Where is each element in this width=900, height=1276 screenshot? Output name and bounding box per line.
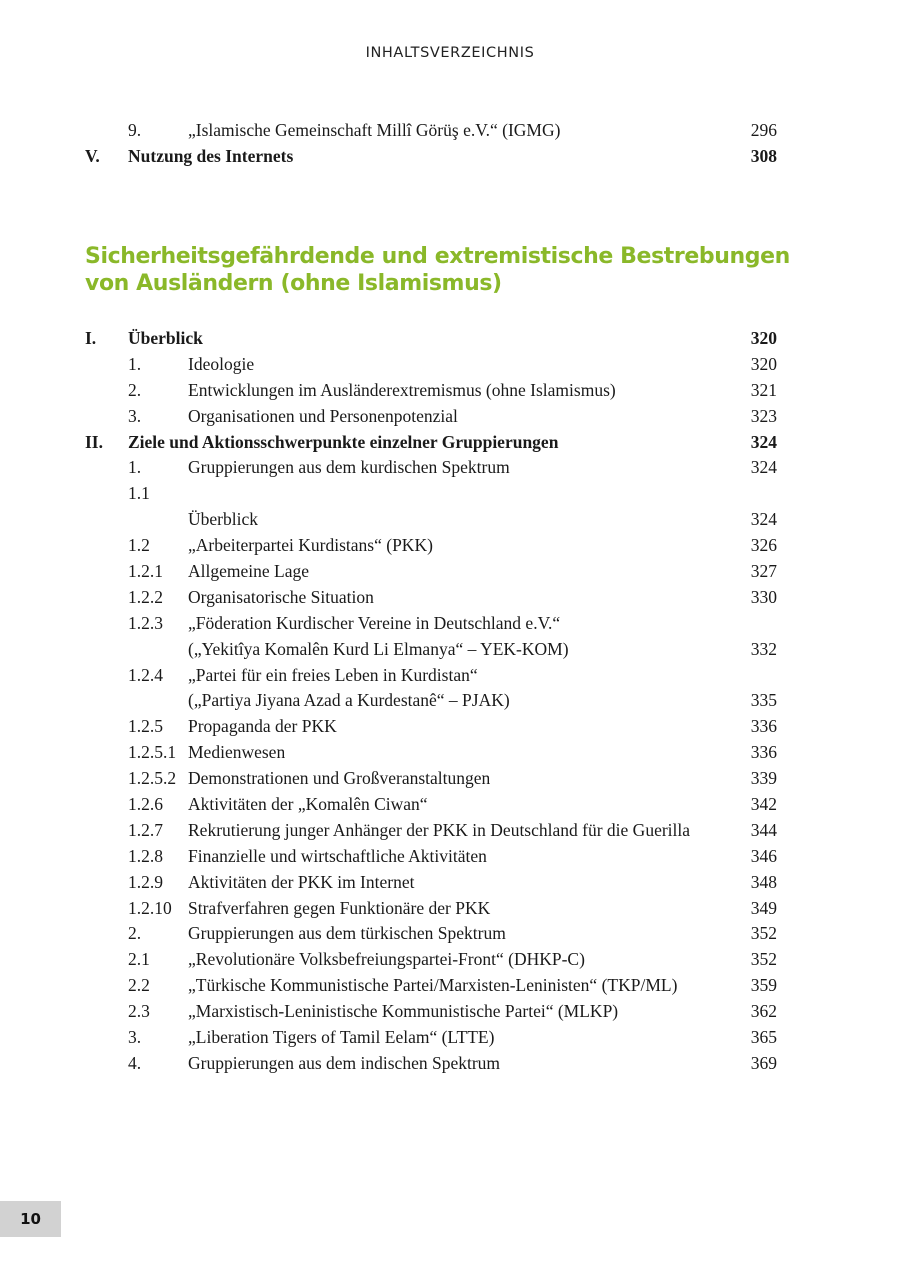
toc-entry-page [727, 481, 777, 507]
toc-entry [85, 118, 777, 144]
toc-entry [85, 404, 777, 430]
running-head: INHALTSVERZEICHNIS [365, 45, 535, 61]
toc-entry-title: Demonstrationen und Großveranstaltungen [188, 768, 491, 789]
toc-entry-page [727, 611, 777, 637]
toc-entry-subnumber: 1. [128, 353, 142, 374]
toc-entry-subnumber: 2. [128, 379, 142, 400]
toc-entry [85, 430, 777, 456]
toc-entry-number [85, 921, 128, 947]
toc-entry-number [85, 973, 128, 999]
toc-entry-subnumber: 2.2 [128, 975, 150, 996]
toc-entry [85, 792, 777, 818]
toc-entry-number [85, 740, 128, 766]
toc-entry-page: 326 [750, 535, 777, 556]
toc-entry-title: Überblick [128, 328, 203, 348]
toc-entry-number [85, 611, 128, 637]
toc-entry [85, 947, 777, 973]
toc-entry-page: 323 [750, 405, 777, 426]
toc-entry-title: „Türkische Kommunistische Partei/Marxisten-Leninisten“ (TKP/ML) [188, 975, 678, 996]
toc-entry-subnumber: 1.2.4 [128, 664, 163, 685]
toc-entry [85, 844, 777, 870]
toc-entry-subnumber: 4. [128, 1052, 142, 1073]
toc-entry-subnumber: 1.2.3 [128, 612, 163, 633]
toc-entry-title: Organisatorische Situation [188, 586, 374, 607]
toc-entry-page: 339 [750, 768, 777, 789]
toc-entry-number: I. [85, 328, 97, 348]
toc-entry-page: 296 [750, 120, 777, 140]
toc-entry-number [85, 1025, 128, 1051]
toc-entry-subnumber: 1.2.6 [128, 794, 163, 815]
toc-entry [85, 714, 777, 740]
toc-entry-number: V. [85, 145, 100, 166]
toc-entry-number [85, 118, 128, 144]
toc-entry-page: 320 [750, 328, 777, 348]
toc-entry-title: Entwicklungen im Ausländerextremismus (ohne Islamismus) [188, 379, 616, 400]
toc-entry [85, 896, 777, 922]
toc-entry-subnumber: 1. [128, 457, 142, 478]
toc-entry-title: Medienwesen [188, 742, 286, 763]
toc-entry [85, 973, 777, 999]
toc-entry-title: („Yekitîya Komalên Kurd Li Elmanya“ – YEK-KOM) [188, 638, 569, 659]
toc-entry-subnumber: 9. [128, 120, 142, 140]
toc-entry-number [85, 378, 128, 404]
toc-entry-number [85, 896, 128, 922]
toc-entry-page: 348 [750, 871, 777, 892]
toc-entry-number [85, 947, 128, 973]
toc-entry-subnumber: 1.2.9 [128, 871, 163, 892]
toc-entry-title: Organisationen und Personenpotenzial [188, 405, 458, 426]
toc-entry [85, 481, 777, 507]
toc-entry-number [85, 533, 128, 559]
toc-entry-title: Gruppierungen aus dem türkischen Spektrum [188, 923, 506, 944]
toc-entry-page: 335 [750, 690, 777, 711]
toc-entry [85, 663, 777, 689]
toc-entry-number [85, 455, 128, 481]
toc-entry-page: 362 [750, 1001, 777, 1022]
toc-entry-subnumber: 1.2.10 [128, 897, 172, 918]
toc-top-list [85, 118, 777, 170]
toc-entry-title: Rekrutierung junger Anhänger der PKK in Deutschland für die Guerilla [188, 819, 691, 840]
toc-entry-page: 352 [750, 949, 777, 970]
toc-entry-page: 336 [750, 742, 777, 763]
toc-entry-number [85, 637, 128, 663]
toc-entry-subnumber: 1.2.5.2 [128, 768, 177, 789]
toc-entry-page: 349 [750, 897, 777, 918]
toc-entry-page: 332 [750, 638, 777, 659]
toc-entry-page: 359 [750, 975, 777, 996]
toc-entry-title [188, 481, 727, 507]
toc-entry-title: Allgemeine Lage [188, 561, 309, 582]
toc-entry-title: Gruppierungen aus dem indischen Spektrum [188, 1052, 501, 1073]
toc-entry-number [85, 1051, 128, 1077]
toc-entry [85, 507, 777, 533]
toc-entry-number [85, 792, 128, 818]
toc-entry [85, 455, 777, 481]
toc-entry-subnumber: 1.2.7 [128, 819, 163, 840]
toc-entry-title: „Föderation Kurdischer Vereine in Deutschland e.V.“ [188, 612, 561, 633]
toc-entry-title: Finanzielle und wirtschaftliche Aktivitäten [188, 845, 487, 866]
toc-entry-page: 344 [750, 819, 777, 840]
toc-entry [85, 585, 777, 611]
toc-entry-page: 321 [750, 379, 777, 400]
toc-entry [85, 999, 777, 1025]
toc-entry-page: 369 [750, 1052, 777, 1073]
toc-entry-number [85, 352, 128, 378]
toc-entry-title: „Marxistisch-Leninistische Kommunistische Partei“ (MLKP) [188, 1001, 619, 1022]
toc-entry-number [85, 507, 128, 533]
toc-entry-subnumber: 1.2 [128, 535, 150, 556]
toc-entry [85, 352, 777, 378]
toc-entry-page: 330 [750, 586, 777, 607]
toc-entry-subnumber: 1.1 [128, 483, 150, 504]
toc-entry-number [85, 844, 128, 870]
toc-entry-number [85, 714, 128, 740]
toc-entry-title: Gruppierungen aus dem kurdischen Spektrum [188, 457, 510, 478]
toc-entry [85, 611, 777, 637]
toc-entry-subnumber: 1.2.5 [128, 716, 163, 737]
toc-entry-title: Aktivitäten der PKK im Internet [188, 871, 415, 892]
toc-entry-subnumber: 3. [128, 405, 142, 426]
toc-entry-page [727, 663, 777, 689]
toc-entry-number [85, 999, 128, 1025]
toc-entry [85, 818, 777, 844]
toc-entry [85, 326, 777, 352]
toc-entry-subnumber: 2.3 [128, 1001, 150, 1022]
toc-entry-page: 352 [750, 923, 777, 944]
toc-entry-subnumber: 1.2.5.1 [128, 742, 177, 763]
toc-entry-title: Propaganda der PKK [188, 716, 337, 737]
section-title-line-1: Sicherheitsgefährdende und extremistische Bestrebungen [85, 244, 790, 269]
toc-entry-page: 308 [750, 145, 777, 166]
toc-entry-number [85, 766, 128, 792]
toc-entry-page: 336 [750, 716, 777, 737]
toc-entry [85, 1025, 777, 1051]
toc-entry-subnumber [128, 688, 188, 714]
toc-entry-title: Strafverfahren gegen Funktionäre der PKK [188, 897, 491, 918]
toc-main-list [85, 326, 777, 1077]
toc-entry-number [85, 663, 128, 689]
toc-entry [85, 870, 777, 896]
toc-entry [85, 688, 777, 714]
toc-entry-page: 320 [750, 353, 777, 374]
toc-entry-subnumber: 1.2.1 [128, 561, 163, 582]
toc-entry-number [85, 481, 128, 507]
toc-entry-page: 324 [750, 431, 777, 452]
toc-entry-number [85, 818, 128, 844]
toc-entry-subnumber: 3. [128, 1027, 142, 1048]
toc-entry-title: Nutzung des Internets [128, 145, 294, 166]
toc-entry-title: „Liberation Tigers of Tamil Eelam“ (LTTE) [188, 1027, 495, 1048]
toc-entry-number [85, 404, 128, 430]
toc-entry-subnumber [128, 637, 188, 663]
toc-entry-page: 324 [750, 509, 777, 530]
toc-entry-number [85, 585, 128, 611]
toc-entry-title: Ideologie [188, 353, 255, 374]
toc-entry-subnumber [128, 507, 188, 533]
toc-entry [85, 1051, 777, 1077]
toc-entry-subnumber: 2.1 [128, 949, 150, 970]
toc-entry [85, 637, 777, 663]
toc-entry-title: „Partei für ein freies Leben in Kurdistan“ [188, 664, 478, 685]
toc-entry-page: 342 [750, 794, 777, 815]
toc-entry-page: 346 [750, 845, 777, 866]
toc-entry-subnumber: 2. [128, 923, 142, 944]
toc-entry-page: 324 [750, 457, 777, 478]
toc-entry-number [85, 688, 128, 714]
toc-entry-page: 365 [750, 1027, 777, 1048]
toc-entry-number [85, 870, 128, 896]
toc-entry-page: 327 [750, 561, 777, 582]
toc-entry-subnumber: 1.2.2 [128, 586, 163, 607]
toc-entry-title: „Islamische Gemeinschaft Millî Görüş e.V.“ (IGMG) [188, 120, 561, 140]
toc-entry-title: „Revolutionäre Volksbefreiungspartei-Front“ (DHKP-C) [188, 949, 585, 970]
toc-entry-title: Aktivitäten der „Komalên Ciwan“ [188, 794, 428, 815]
toc-entry [85, 533, 777, 559]
section-title [85, 243, 790, 297]
toc-entry-title: Ziele und Aktionsschwerpunkte einzelner Gruppierungen [128, 431, 559, 452]
section-title-line-2: von Ausländern (ohne Islamismus) [85, 271, 502, 296]
toc-entry-title: Überblick [188, 509, 258, 530]
toc-entry [85, 740, 777, 766]
toc-entry [85, 921, 777, 947]
toc-entry [85, 766, 777, 792]
toc-entry [85, 144, 777, 170]
toc-entry-subnumber: 1.2.8 [128, 845, 163, 866]
toc-entry-title: („Partiya Jiyana Azad a Kurdestanê“ – PJAK) [188, 690, 510, 711]
toc-entry [85, 559, 777, 585]
toc-entry-number [85, 559, 128, 585]
toc-entry-title: „Arbeiterpartei Kurdistans“ (PKK) [188, 535, 433, 556]
page-number: 10 [0, 1201, 61, 1237]
toc-entry-number: II. [85, 431, 103, 452]
toc-entry [85, 378, 777, 404]
